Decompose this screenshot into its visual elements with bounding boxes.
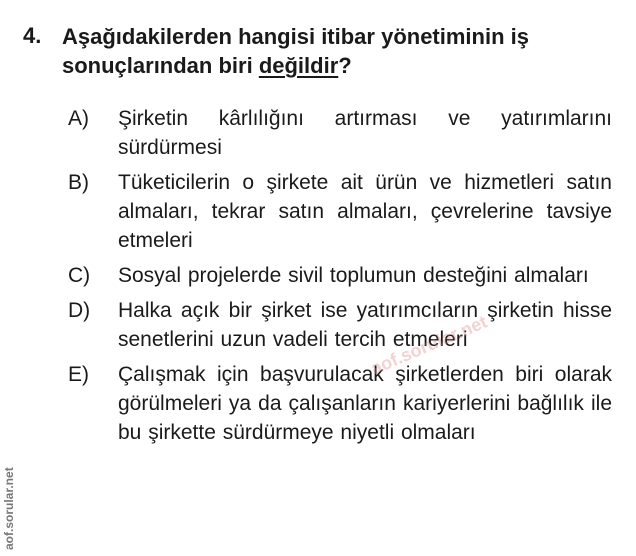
watermark-center: aof.sorular.net (368, 311, 490, 379)
option-c[interactable] (68, 261, 612, 290)
option-text: Çalışmak için başvurulacak şirketlerden biri olarak görülmeleri ya da çalışanların kariyerlerini bağlılık ile bu şirkette sürdürmeye niyetli olmaları (118, 363, 612, 444)
option-d[interactable] (68, 296, 612, 354)
option-b[interactable] (68, 168, 612, 255)
option-text: Sosyal projelerde sivil toplumun desteğini almaları (118, 264, 589, 287)
answer-options (68, 104, 612, 453)
option-letter: E) (68, 363, 89, 386)
option-letter: B) (68, 171, 89, 194)
question-number: 4. (23, 23, 42, 48)
option-text: Tüketicilerin o şirkete ait ürün ve hizmetleri satın almaları, tekrar satın almaları, çevrelerine tavsiye etmeleri (118, 171, 612, 252)
watermark-side: aof.sorular.net (2, 467, 16, 550)
option-text: Şirketin kârlılığını artırması ve yatırımlarını sürdürmesi (118, 107, 612, 159)
question-stem-text: Aşağıdakilerden hangisi itibar yönetiminin iş sonuçlarından biri (62, 24, 529, 78)
option-letter: A) (68, 107, 89, 130)
option-letter: D) (68, 299, 91, 322)
option-letter: C) (68, 264, 91, 287)
option-a[interactable] (68, 104, 612, 162)
option-e[interactable] (68, 360, 612, 447)
question-stem-emphasis: değildir (258, 53, 339, 78)
question-stem-end: ? (338, 53, 352, 78)
option-text: Halka açık bir şirket ise yatırımcıların şirketin hisse senetlerini uzun vadeli tercih etmeleri (118, 299, 612, 351)
question-stem (62, 22, 618, 80)
